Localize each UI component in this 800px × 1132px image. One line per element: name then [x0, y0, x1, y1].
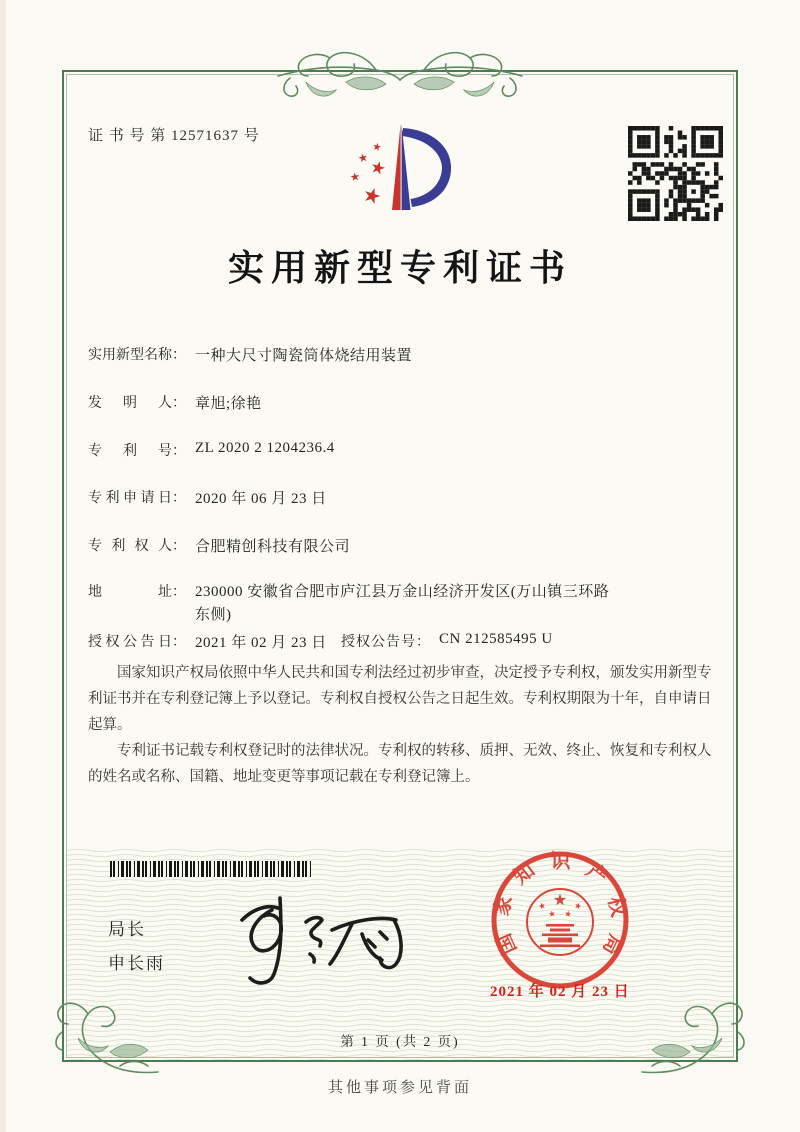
field-value: ZL 2020 2 1204236.4 [195, 440, 335, 456]
field-label: 实用新型名称 [88, 348, 172, 363]
field-colon: ： [172, 539, 186, 554]
legal-paragraph-2: 专利证书记载专利权登记时的法律状况。专利权的转移、质押、无效、终止、恢复和专利权人的姓名或名称、国籍、地址变更等事项记载在专利登记簿上。 [88, 743, 712, 786]
field-row-address [88, 581, 611, 628]
field-row-patent-no [88, 440, 335, 460]
legal-text [88, 660, 714, 790]
field-colon: ： [172, 585, 186, 600]
signer-title: 局长 [108, 920, 146, 939]
qr-code-icon [628, 126, 723, 221]
certificate-title: 实用新型专利证书 [227, 248, 572, 288]
seal-date: 2021 年 02 月 23 日 [490, 984, 630, 1000]
field-colon: ： [416, 635, 430, 650]
seal-national-emblem [527, 889, 593, 955]
logo-p-bowl [402, 128, 451, 207]
handwritten-signature [228, 872, 418, 990]
logo-obelisk-left [392, 124, 401, 210]
field-row-inventor [88, 392, 262, 413]
field-colon: ： [172, 444, 186, 459]
field-value: 230000 安徽省合肥市庐江县万金山经济开发区(万山镇三环路东侧) [195, 584, 610, 624]
official-seal [474, 848, 646, 998]
top-flourish-ornament [276, 38, 524, 110]
field-value: 2021 年 02 月 23 日 [195, 635, 327, 651]
certificate-number: 证 书 号 第 12571637 号 [88, 128, 260, 144]
page-edge-shade [0, 0, 6, 1132]
field-row-filing-date [88, 487, 327, 508]
seal-ring-text: 国家知识产权局 [490, 850, 630, 959]
field-value: 章旭;徐艳 [195, 396, 262, 412]
field-colon: ： [172, 348, 186, 363]
page-number: 第 1 页 (共 2 页) [340, 1034, 460, 1049]
field-colon: ： [172, 491, 186, 506]
logo-stars [350, 142, 386, 205]
signer-name: 申长雨 [108, 954, 165, 973]
field-label: 授权公告日 [88, 635, 172, 650]
field-label: 专利号 [88, 444, 172, 459]
field-value: 一种大尺寸陶瓷筒体烧结用装置 [195, 348, 413, 364]
field-colon: ： [172, 396, 186, 411]
legal-paragraph-1: 国家知识产权局依照中华人民共和国专利法经过初步审查，决定授予专利权，颁发实用新型专利证书并在专利登记簿上予以登记。专利权自授权公告之日起生效。专利权期限为十年，自申请日起算。 [88, 665, 712, 734]
field-colon: ： [172, 635, 186, 650]
field-value: CN 212585495 U [439, 631, 553, 647]
cnipa-logo-icon [330, 112, 475, 224]
field-label: 专利申请日 [88, 491, 172, 506]
field-label: 授权公告号 [341, 635, 416, 650]
field-value: 合肥精创科技有限公司 [195, 539, 351, 555]
back-side-note: 其他事项参见背面 [327, 1080, 472, 1096]
field-row-name [88, 344, 412, 365]
field-label: 发明人 [88, 396, 172, 411]
field-row-patentee [88, 535, 350, 556]
field-label: 地址 [88, 585, 172, 600]
field-label: 专利权人 [88, 539, 172, 554]
field-row-grant [88, 631, 553, 652]
field-value: 2020 年 06 月 23 日 [195, 491, 327, 507]
